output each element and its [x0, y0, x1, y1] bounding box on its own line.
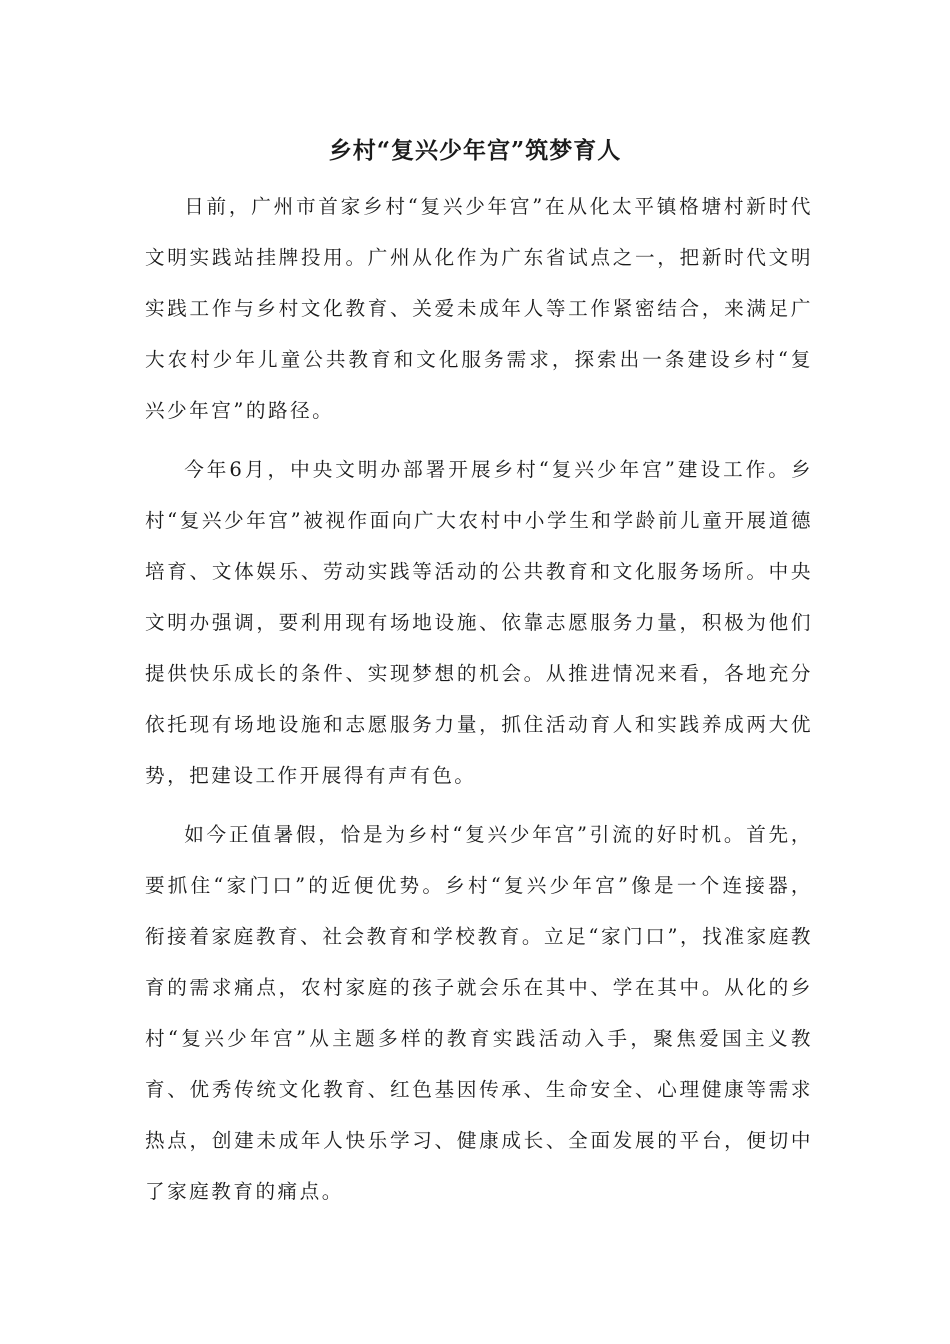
document-body: [145, 181, 813, 1225]
paragraph: 今年6月，中央文明办部署开展乡村“复兴少年宫”建设工作。乡村“复兴少年宫”被视作面向广大农村中小学生和学龄前儿童开展道德培育、文体娱乐、劳动实践等活动的公共教育和文化服务场所。中央文明办强调，要利用现有场地设施、依靠志愿服务力量，积极为他们提供快乐成长的条件、实现梦想的机会。从推进情况来看，各地充分依托现有场地设施和志愿服务力量，抓住活动育人和实践养成两大优势，把建设工作开展得有声有色。: [145, 458, 813, 787]
document-title: 乡村“复兴少年宫”筑梦育人: [328, 137, 622, 164]
paragraph: 日前，广州市首家乡村“复兴少年宫”在从化太平镇格塘村新时代文明实践站挂牌投用。广州从化作为广东省试点之一，把新时代文明实践工作与乡村文化教育、关爱未成年人等工作紧密结合，来满足广大农村少年儿童公共教育和文化服务需求，探索出一条建设乡村“复兴少年宫”的路径。: [145, 195, 813, 422]
paragraph: 如今正值暑假，恰是为乡村“复兴少年宫”引流的好时机。首先，要抓住“家门口”的近便优势。乡村“复兴少年宫”像是一个连接器，衔接着家庭教育、社会教育和学校教育。立足“家门口”，找准家庭教育的需求痛点，农村家庭的孩子就会乐在其中、学在其中。从化的乡村“复兴少年宫”从主题多样的教育实践活动入手，聚焦爱国主义教育、优秀传统文化教育、红色基因传承、生命安全、心理健康等需求热点，创建未成年人快乐学习、健康成长、全面发展的平台，便切中了家庭教育的痛点。: [145, 823, 813, 1203]
